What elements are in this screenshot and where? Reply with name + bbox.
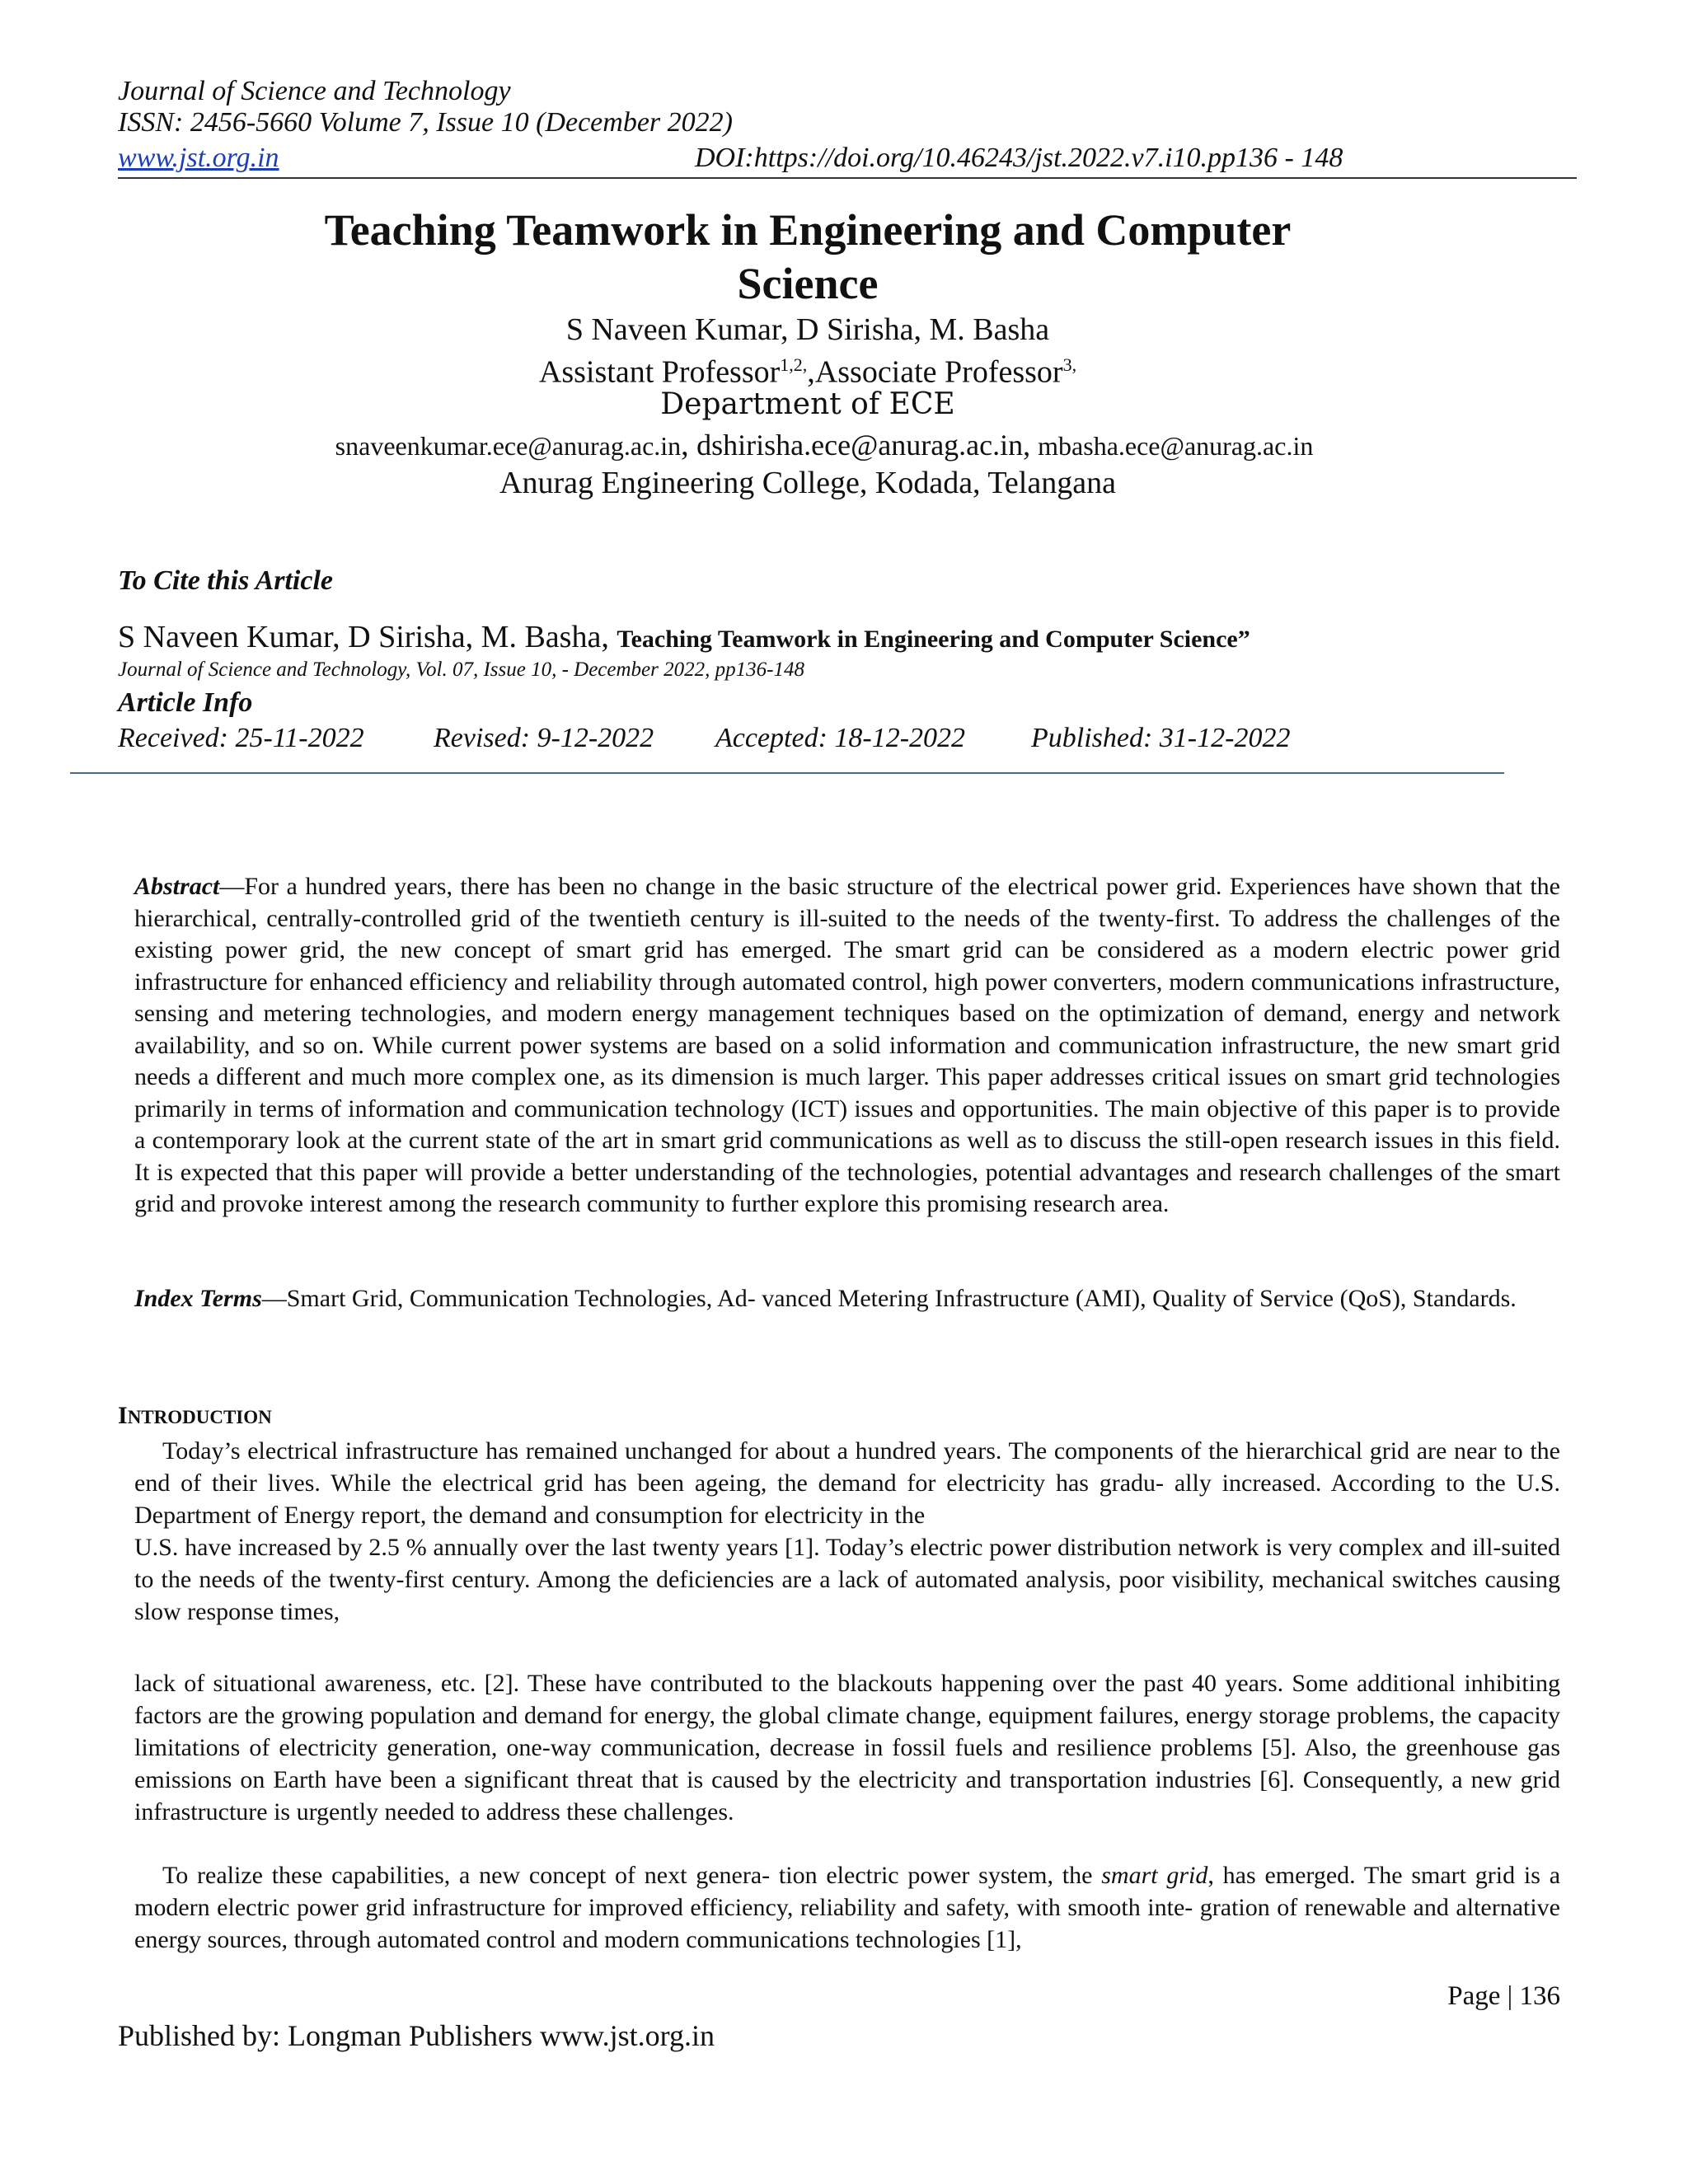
header-url-row — [118, 143, 1577, 179]
role-associate-sup: 3, — [1062, 354, 1077, 375]
paper-title-line-1: Teaching Teamwork in Engineering and Computer — [324, 205, 1292, 255]
journal-issn: ISSN: 2456-5660 Volume 7, Issue 10 (December 2022) — [118, 107, 733, 138]
introduction-paragraph-1a: Today’s electrical infrastructure has remained unchanged for about a hundred years. The components of the hierarchical grid are near to the end of their lives. While the electrical grid has been ageing, the demand for electricity has gradu- ally increased. According to the U.S. Department of Energy report, the demand and consumption for electricity in the — [134, 1437, 1560, 1529]
role-associate: ,Associate Professor — [807, 354, 1063, 390]
date-published: Published: 31-12-2022 — [1031, 723, 1291, 753]
role-assistant: Assistant Professor — [538, 354, 781, 390]
publisher-footer: Published by: Longman Publishers www.jst.org.in — [118, 2019, 715, 2052]
introduction-heading-rest: NTRODUCTION — [127, 1407, 272, 1427]
cite-line — [118, 618, 1250, 656]
journal-website-link[interactable]: www.jst.org.in — [118, 143, 279, 173]
introduction-heading-cap: I — [118, 1402, 128, 1429]
paper-title-line-2: Science — [737, 259, 879, 308]
index-terms-label: Index Terms — [134, 1285, 262, 1312]
date-revised: Revised: 9-12-2022 — [434, 723, 654, 753]
introduction-p3-start: To realize these capabilities, a new concept of next genera- tion electric power system, the — [162, 1862, 1102, 1889]
author-emails — [124, 427, 1525, 464]
introduction-paragraph-2: lack of situational awareness, etc. [2]. These have contributed to the blackouts happening over the past 40 years. Some additional inhibiting factors are the growing population and demand for energy, the global climate change, equipment failures, energy storage problems, the capacity limitations of electricity generation, one-way communication, decrease in fossil fuels and resilience problems [5]. Also, the greenhouse gas emissions on Earth have been a significant threat that is caused by the electricity and transportation industries [6]. Consequently, a new grid infrastructure is urgently needed to address these challenges. — [134, 1670, 1560, 1825]
introduction-paragraph-1b: U.S. have increased by 2.5 % annually over the last twenty years [1]. Today’s electric power distribution network is very complex and ill-suited to the needs of the twenty-first century. Among the deficiencies are a lack of automated analysis, poor visibility, mechanical switches causing slow response times, — [134, 1534, 1560, 1625]
doi-text: DOI:https://doi.org/10.46243/jst.2022.v7.i10.pp136 - 148 — [695, 143, 1343, 173]
introduction-p3-end: , has emerged. The smart grid is a modern electric power grid infrastructure for improved efficiency, reliability and safety, with smooth inte- gration of renewable and alternative energy sources, through automated control and modern communications technologies [1], — [134, 1862, 1561, 1953]
abstract-dash: — — [219, 873, 245, 900]
header-divider — [70, 772, 1504, 774]
cite-heading: To Cite this Article — [118, 565, 334, 596]
date-accepted: Accepted: 18-12-2022 — [715, 723, 966, 753]
cite-title: Teaching Teamwork in Engineering and Computer Science” — [617, 626, 1250, 653]
introduction-paragraph-3 — [134, 1859, 1560, 1956]
college: Anurag Engineering College, Kodada, Telangana — [499, 466, 1116, 500]
email-1: snaveenkumar.ece@anurag.ac.in — [335, 431, 682, 461]
index-terms — [134, 1283, 1560, 1315]
cite-journal-reference: Journal of Science and Technology, Vol. 07, Issue 10, - December 2022, pp136-148 — [118, 658, 804, 681]
introduction-p3-emphasis: smart grid — [1101, 1862, 1208, 1889]
author-roles — [190, 346, 1426, 391]
article-info-heading: Article Info — [118, 687, 253, 718]
date-received: Received: 25-11-2022 — [118, 723, 364, 753]
paper-authors: S Naveen Kumar, D Sirisha, M. Basha — [565, 312, 1050, 347]
email-separator-1: , — [681, 428, 697, 462]
department: Department of ECE — [660, 387, 955, 421]
journal-name: Journal of Science and Technology — [118, 76, 511, 106]
email-separator-2: , — [1023, 429, 1039, 462]
email-3: mbasha.ece@anurag.ac.in — [1038, 431, 1314, 461]
role-assistant-sup: 1,2, — [780, 354, 808, 375]
introduction-heading — [118, 1401, 272, 1432]
abstract-label: Abstract — [134, 873, 220, 900]
email-2: dshirisha.ece@anurag.ac.in — [696, 429, 1024, 462]
abstract-text: For a hundred years, there has been no change in the basic structure of the electrical power grid. Experiences have shown that the hierarchical, centrally-controlled grid of the twentieth century is ill-suited to the needs of the twenty-first. To address the challenges of the existing power grid, the new concept of smart grid has emerged. The smart grid can be considered as a modern electric power grid infrastructure for enhanced efficiency and reliability through automated control, high power converters, modern communications infrastructure, sensing and metering technologies, and modern energy management techniques based on the optimization of demand, energy and network availability, and so on. While current power systems are based on a solid information and communication infrastructure, the new smart grid needs a different and much more complex one, as its dimension is much larger. This paper addresses critical issues on smart grid technologies primarily in terms of information and communication technology (ICT) issues and opportunities. The main objective of this paper is to provide a contemporary look at the current state of the art in smart grid communications as well as to discuss the still-open research issues in this field. It is expected that this paper will provide a better understanding of the technologies, potential advantages and research challenges of the smart grid and provoke interest among the research community to further explore this promising research area. — [134, 873, 1560, 1217]
index-terms-dash: — — [261, 1285, 287, 1312]
abstract — [134, 871, 1560, 1221]
page-number: Page | 136 — [1447, 1981, 1560, 2011]
introduction-paragraph-1 — [134, 1435, 1560, 1628]
index-terms-text: Smart Grid, Communication Technologies, Ad- vanced Metering Infrastructure (AMI), Quality of Service (QoS), Standards. — [286, 1285, 1517, 1312]
cite-authors: S Naveen Kumar, D Sirisha, M. Basha, — [118, 620, 617, 654]
